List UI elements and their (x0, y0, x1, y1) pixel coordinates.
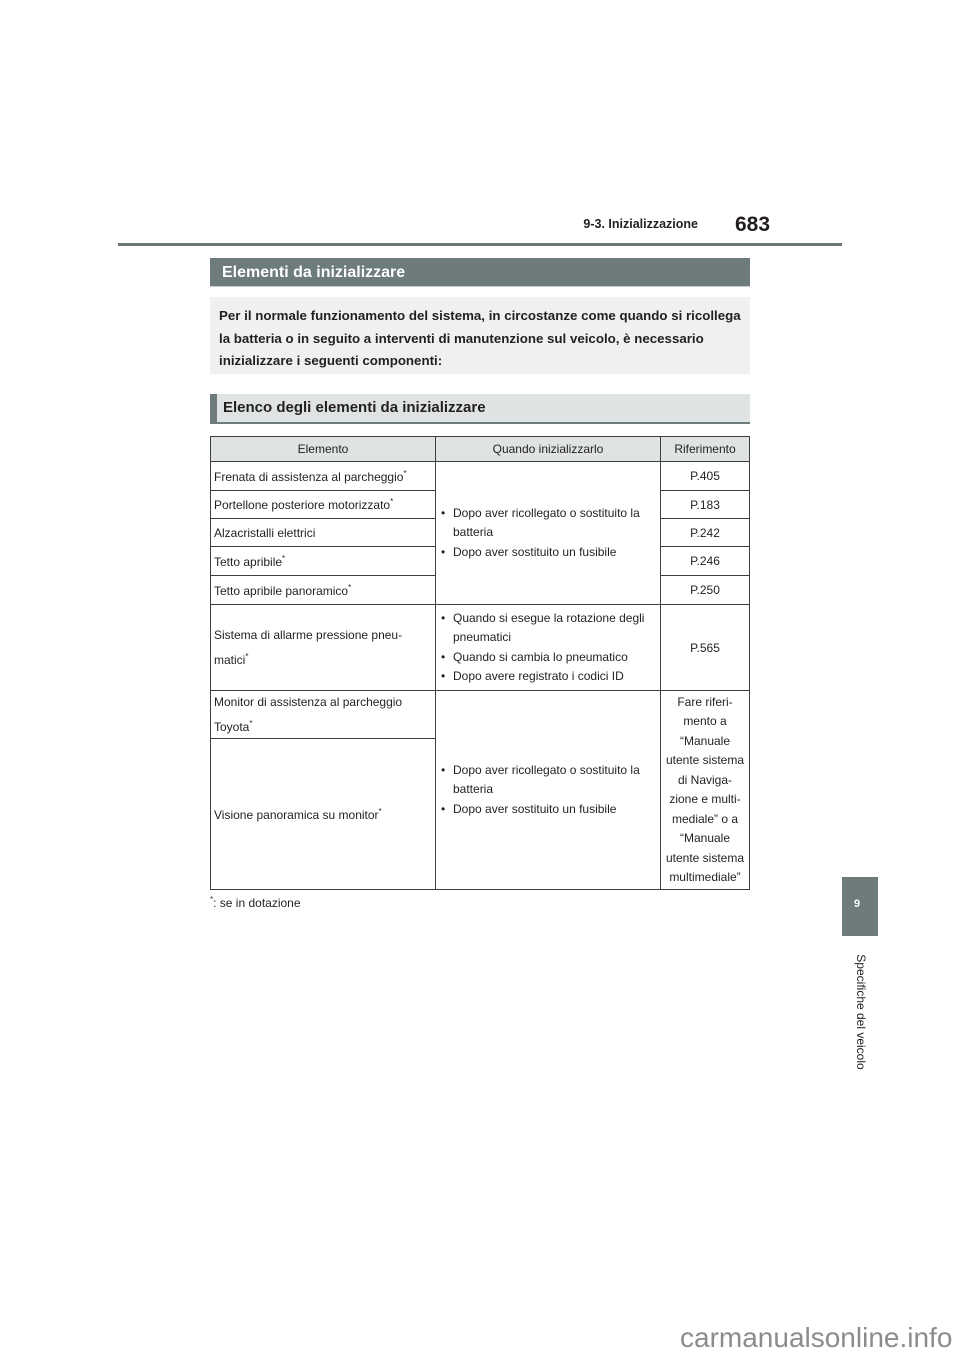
watermark: carmanualsonline.info (680, 1322, 953, 1353)
asterisk: * (245, 652, 249, 661)
item-name: Visione panoramica su monitor (214, 807, 379, 822)
footnote (210, 895, 301, 910)
when-cell (436, 691, 661, 890)
chapter-label: Specifiche del veicolo (854, 954, 868, 1070)
table-header-row (211, 437, 750, 462)
ref-cell: P.246 (661, 547, 750, 576)
asterisk: * (403, 468, 407, 478)
ref-cell: Fare riferi-mento a “Manuale utente sistema di Naviga-zione e multi-mediale” o a “Manuale utente sistema multimediale” (661, 691, 750, 890)
ref-cell: P.565 (661, 605, 750, 691)
list-item: • Dopo aver sostituito un fusibile (439, 800, 657, 820)
chapter-number: 9 (854, 898, 861, 910)
when-cell (436, 462, 661, 605)
asterisk: * (210, 895, 214, 904)
header-rule (118, 243, 842, 246)
when-cell (436, 605, 661, 691)
item-name: Tetto apribile panoramico (214, 583, 349, 598)
list-item: • Dopo avere registrato i codici ID (439, 667, 657, 687)
list-item: • Quando si esegue la rotazione degli pneumatici (439, 609, 657, 648)
asterisk: * (390, 497, 394, 506)
intro-text: Per il normale funzionamento del sistema, in circostanze come quando si ricollega la batteria o in seguito a interventi di manutenzione sul veicolo, è necessario inizializzare i seguenti componenti: (210, 297, 750, 374)
subsection-title: Elenco degli elementi da inizializzare (210, 394, 750, 424)
footnote-text: : se in dotazione (213, 896, 301, 910)
table-row (211, 691, 750, 739)
item-name: Sistema di allarme pressione pneu-matici (214, 628, 403, 667)
ref-cell: P.242 (661, 519, 750, 547)
list-item: • Dopo aver ricollegato o sostituito la batteria (439, 504, 657, 543)
asterisk: * (348, 582, 352, 592)
list-item: • Dopo aver sostituito un fusibile (439, 543, 657, 563)
chapter-tab (842, 877, 878, 936)
asterisk: * (249, 719, 253, 728)
list-item: • Dopo aver ricollegato o sostituito la batteria (439, 761, 657, 800)
page-number: 683 (735, 213, 771, 236)
item-name: Monitor di assistenza al parcheggio Toyota (214, 695, 403, 734)
table-row (211, 605, 750, 691)
section-header: 9-3. Inizializzazione (583, 217, 698, 231)
initialization-table (210, 436, 750, 890)
item-name: Tetto apribile (214, 554, 283, 569)
item-name: Frenata di assistenza al parcheggio (214, 469, 404, 484)
section-title: Elementi da inizializzare (210, 258, 750, 287)
asterisk: * (282, 553, 286, 563)
col-header-when: Quando inizializzarlo (436, 437, 661, 462)
ref-cell: P.183 (661, 491, 750, 519)
item-name: Alzacristalli elettrici (211, 519, 436, 547)
ref-cell: P.405 (661, 462, 750, 491)
asterisk: * (378, 806, 382, 816)
list-item: • Quando si cambia lo pneumatico (439, 648, 657, 668)
item-name: Portellone posteriore motorizzato (214, 498, 391, 512)
ref-cell: P.250 (661, 576, 750, 605)
col-header-ref: Riferimento (661, 437, 750, 462)
table-row (211, 462, 750, 491)
col-header-item: Elemento (211, 437, 436, 462)
